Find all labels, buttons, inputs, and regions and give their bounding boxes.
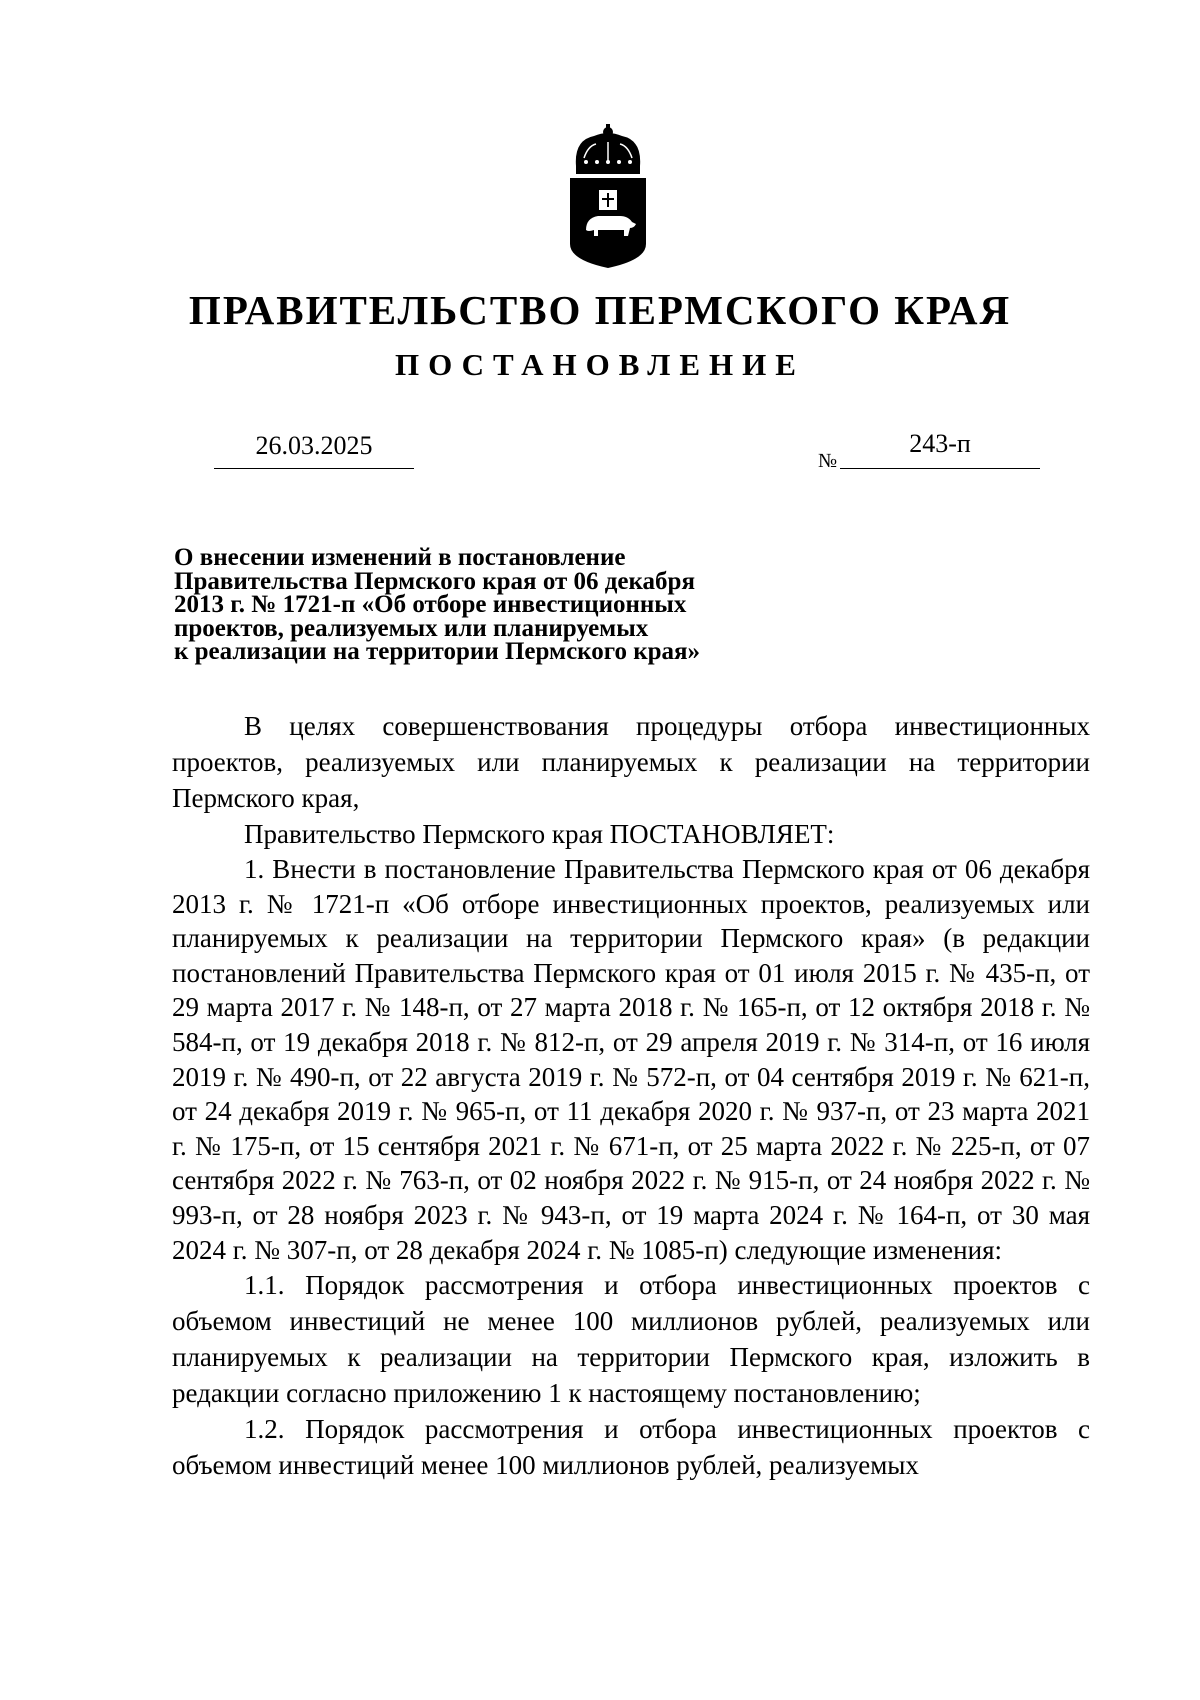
organization-title: ПРАВИТЕЛЬСТВО ПЕРМСКОГО КРАЯ	[188, 287, 1012, 333]
document-number: 243-п	[909, 429, 971, 458]
number-underline	[840, 468, 1040, 469]
subject-line: О внесении изменений в постановление	[174, 544, 626, 571]
subject-line: к реализации на территории Пермского края»	[174, 638, 701, 665]
body-paragraph: 1.1. Порядок рассмотрения и отбора инвестиционных проектов с объемом инвестиций не менее 100 миллионов рублей, реализуемых или планируемых к реализации на территории Пермского края, изложить в редакции согласно приложению 1 к настоящему постановлению;	[172, 1270, 1090, 1409]
document-type-title: ПОСТАНОВЛЕНИЕ	[395, 347, 805, 382]
perm-krai-coat-of-arms-icon	[564, 118, 652, 270]
body-paragraph: 1.2. Порядок рассмотрения и отбора инвестиционных проектов с объемом инвестиций менее 100 миллионов рублей, реализуемых	[172, 1414, 1090, 1481]
body-paragraph: В целях совершенствования процедуры отбора инвестиционных проектов, реализуемых или планируемых к реализации на территории Пермского края,	[172, 711, 1090, 813]
subject-line: 2013 г. № 1721-п «Об отборе инвестиционных	[174, 591, 687, 618]
document-body	[172, 708, 1090, 1483]
number-sign: №	[818, 450, 838, 472]
document-subject	[174, 546, 824, 664]
document-date: 26.03.2025	[255, 431, 373, 460]
subject-line: проектов, реализуемых или планируемых	[174, 614, 649, 642]
date-underline	[214, 468, 414, 469]
subject-line: Правительства Пермского края от 06 декабря	[174, 567, 695, 595]
body-paragraph: Правительство Пермского края ПОСТАНОВЛЯЕТ:	[244, 819, 835, 849]
body-paragraph: 1. Внести в постановление Правительства Пермского края от 06 декабря 2013 г. № 1721-п «Об отборе инвестиционных проектов, реализуемых или планируемых к реализации на территории Пермского края» (в редакции постановлений Правительства Пермского края от 01 июля 2015 г. № 435-п, от 29 марта 2017 г. № 148-п, от 27 марта 2018 г. № 165-п, от 12 октября 2018 г. № 584-п, от 19 декабря 2018 г. № 812-п, от 29 апреля 2019 г. № 314-п, от 16 июля 2019 г. № 490-п, от 22 августа 2019 г. № 572-п, от 04 сентября 2019 г. № 621-п, от 24 декабря 2019 г. № 965-п, от 11 декабря 2020 г. № 937-п, от 23 марта 2021 г. № 175-п, от 15 сентября 2021 г. № 671-п, от 25 марта 2022 г. № 225-п, от 07 сентября 2022 г. № 763-п, от 02 ноября 2022 г. № 915-п, от 24 ноября 2022 г. № 993-п, от 28 ноября 2023 г. № 943-п, от 19 марта 2024 г. № 164-п, от 30 мая 2024 г. № 307-п, от 28 декабря 2024 г. № 1085-п) следующие изменения:	[172, 854, 1090, 1265]
